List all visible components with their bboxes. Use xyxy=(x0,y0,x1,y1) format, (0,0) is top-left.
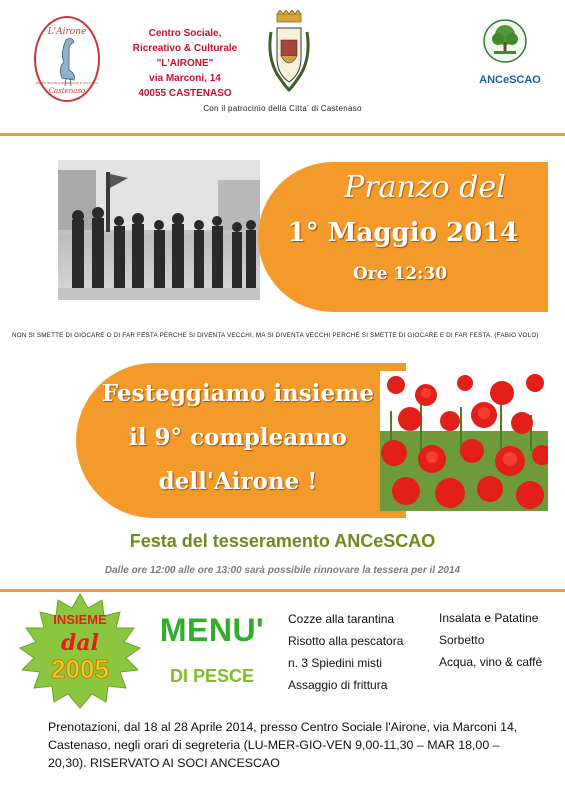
menu-item: Cozze alla tarantina xyxy=(288,612,395,626)
event-time: Ore 12:30 xyxy=(352,264,448,284)
event-title: Pranzo del xyxy=(344,170,506,205)
menu-item: Acqua, vino & caffè xyxy=(439,655,543,669)
patronage-text: Con il patrocinio della Citta' di Castenaso xyxy=(203,104,362,113)
insieme-dal-2005-badge xyxy=(8,592,152,710)
booking-info: Prenotazioni, dal 18 al 28 Aprile 2014, presso Centro Sociale l'Airone, via Marconi 14, Castenaso, negli orari di segreteria (LU-MER-GIO-VEN 9,00-11,30 – MAR 18,00 – 20,30). RISERVATO AI SOCI ANCESCAO xyxy=(48,720,518,770)
celebration-line: Festeggiamo insieme xyxy=(101,380,375,407)
menu-item: n. 3 Spiedini misti xyxy=(288,656,383,670)
ancescao-logo-text: ANCeSCAO xyxy=(479,74,541,86)
castenaso-crest-icon xyxy=(263,10,315,100)
org-line: Centro Sociale, xyxy=(148,28,222,39)
org-line: Ricreativo & Culturale xyxy=(132,43,238,54)
celebration-line: dell'Airone ! xyxy=(158,468,318,495)
org-line: "L'AIRONE" xyxy=(156,58,214,69)
airone-logo-title: L'Airone xyxy=(47,27,87,37)
menu-title: MENU' xyxy=(159,612,265,648)
badge-line-1: INSIEME xyxy=(53,612,107,627)
menu-item: Risotto alla pescatora xyxy=(288,634,404,648)
poppy-field-photo xyxy=(380,371,548,511)
ancescao-tree-icon xyxy=(482,18,528,64)
menu-item: Insalata e Patatine xyxy=(439,611,539,625)
celebration-text xyxy=(88,372,388,504)
badge-line-3: 2005 xyxy=(51,654,109,684)
membership-renewal-note: Dalle ore 12:00 alle ore 13:00 sarà possibile rinnovare la tessera per il 2014 xyxy=(104,565,461,576)
top-divider xyxy=(0,133,565,136)
heron-icon xyxy=(60,38,74,80)
airone-logo-subtitle: CENTRO SOCIALE RICREATIVO E CULTURALE xyxy=(36,81,98,85)
celebration-line: il 9° compleanno xyxy=(129,424,347,451)
badge-line-2: dal xyxy=(61,630,99,656)
org-line: 40055 CASTENASO xyxy=(138,88,232,99)
menu-column-1 xyxy=(288,612,428,700)
org-line: via Marconi, 14 xyxy=(149,73,221,84)
menu-column-2 xyxy=(439,611,549,677)
event-date: 1° Maggio 2014 xyxy=(287,218,519,248)
airone-logo-town: Castenaso xyxy=(48,87,86,95)
organization-address xyxy=(115,26,255,101)
menu-subtitle: DI PESCE xyxy=(169,666,255,686)
airone-logo xyxy=(34,16,100,102)
historic-march-photo xyxy=(58,160,260,300)
membership-festival-heading: Festa del tesseramento ANCeSCAO xyxy=(129,531,436,551)
menu-item: Assaggio di frittura xyxy=(288,678,388,692)
fabio-volo-quote: NON SI SMETTE DI GIOCARE O DI FAR FESTA PERCHE SI DIVENTA VECCHI, MA SI DIVENTA VECCHI PERCHÉ SI SMETTE DI GIOCARE E DI FAR FESTA. (FABIO VOLO) xyxy=(12,332,539,339)
menu-item: Sorbetto xyxy=(439,633,485,647)
